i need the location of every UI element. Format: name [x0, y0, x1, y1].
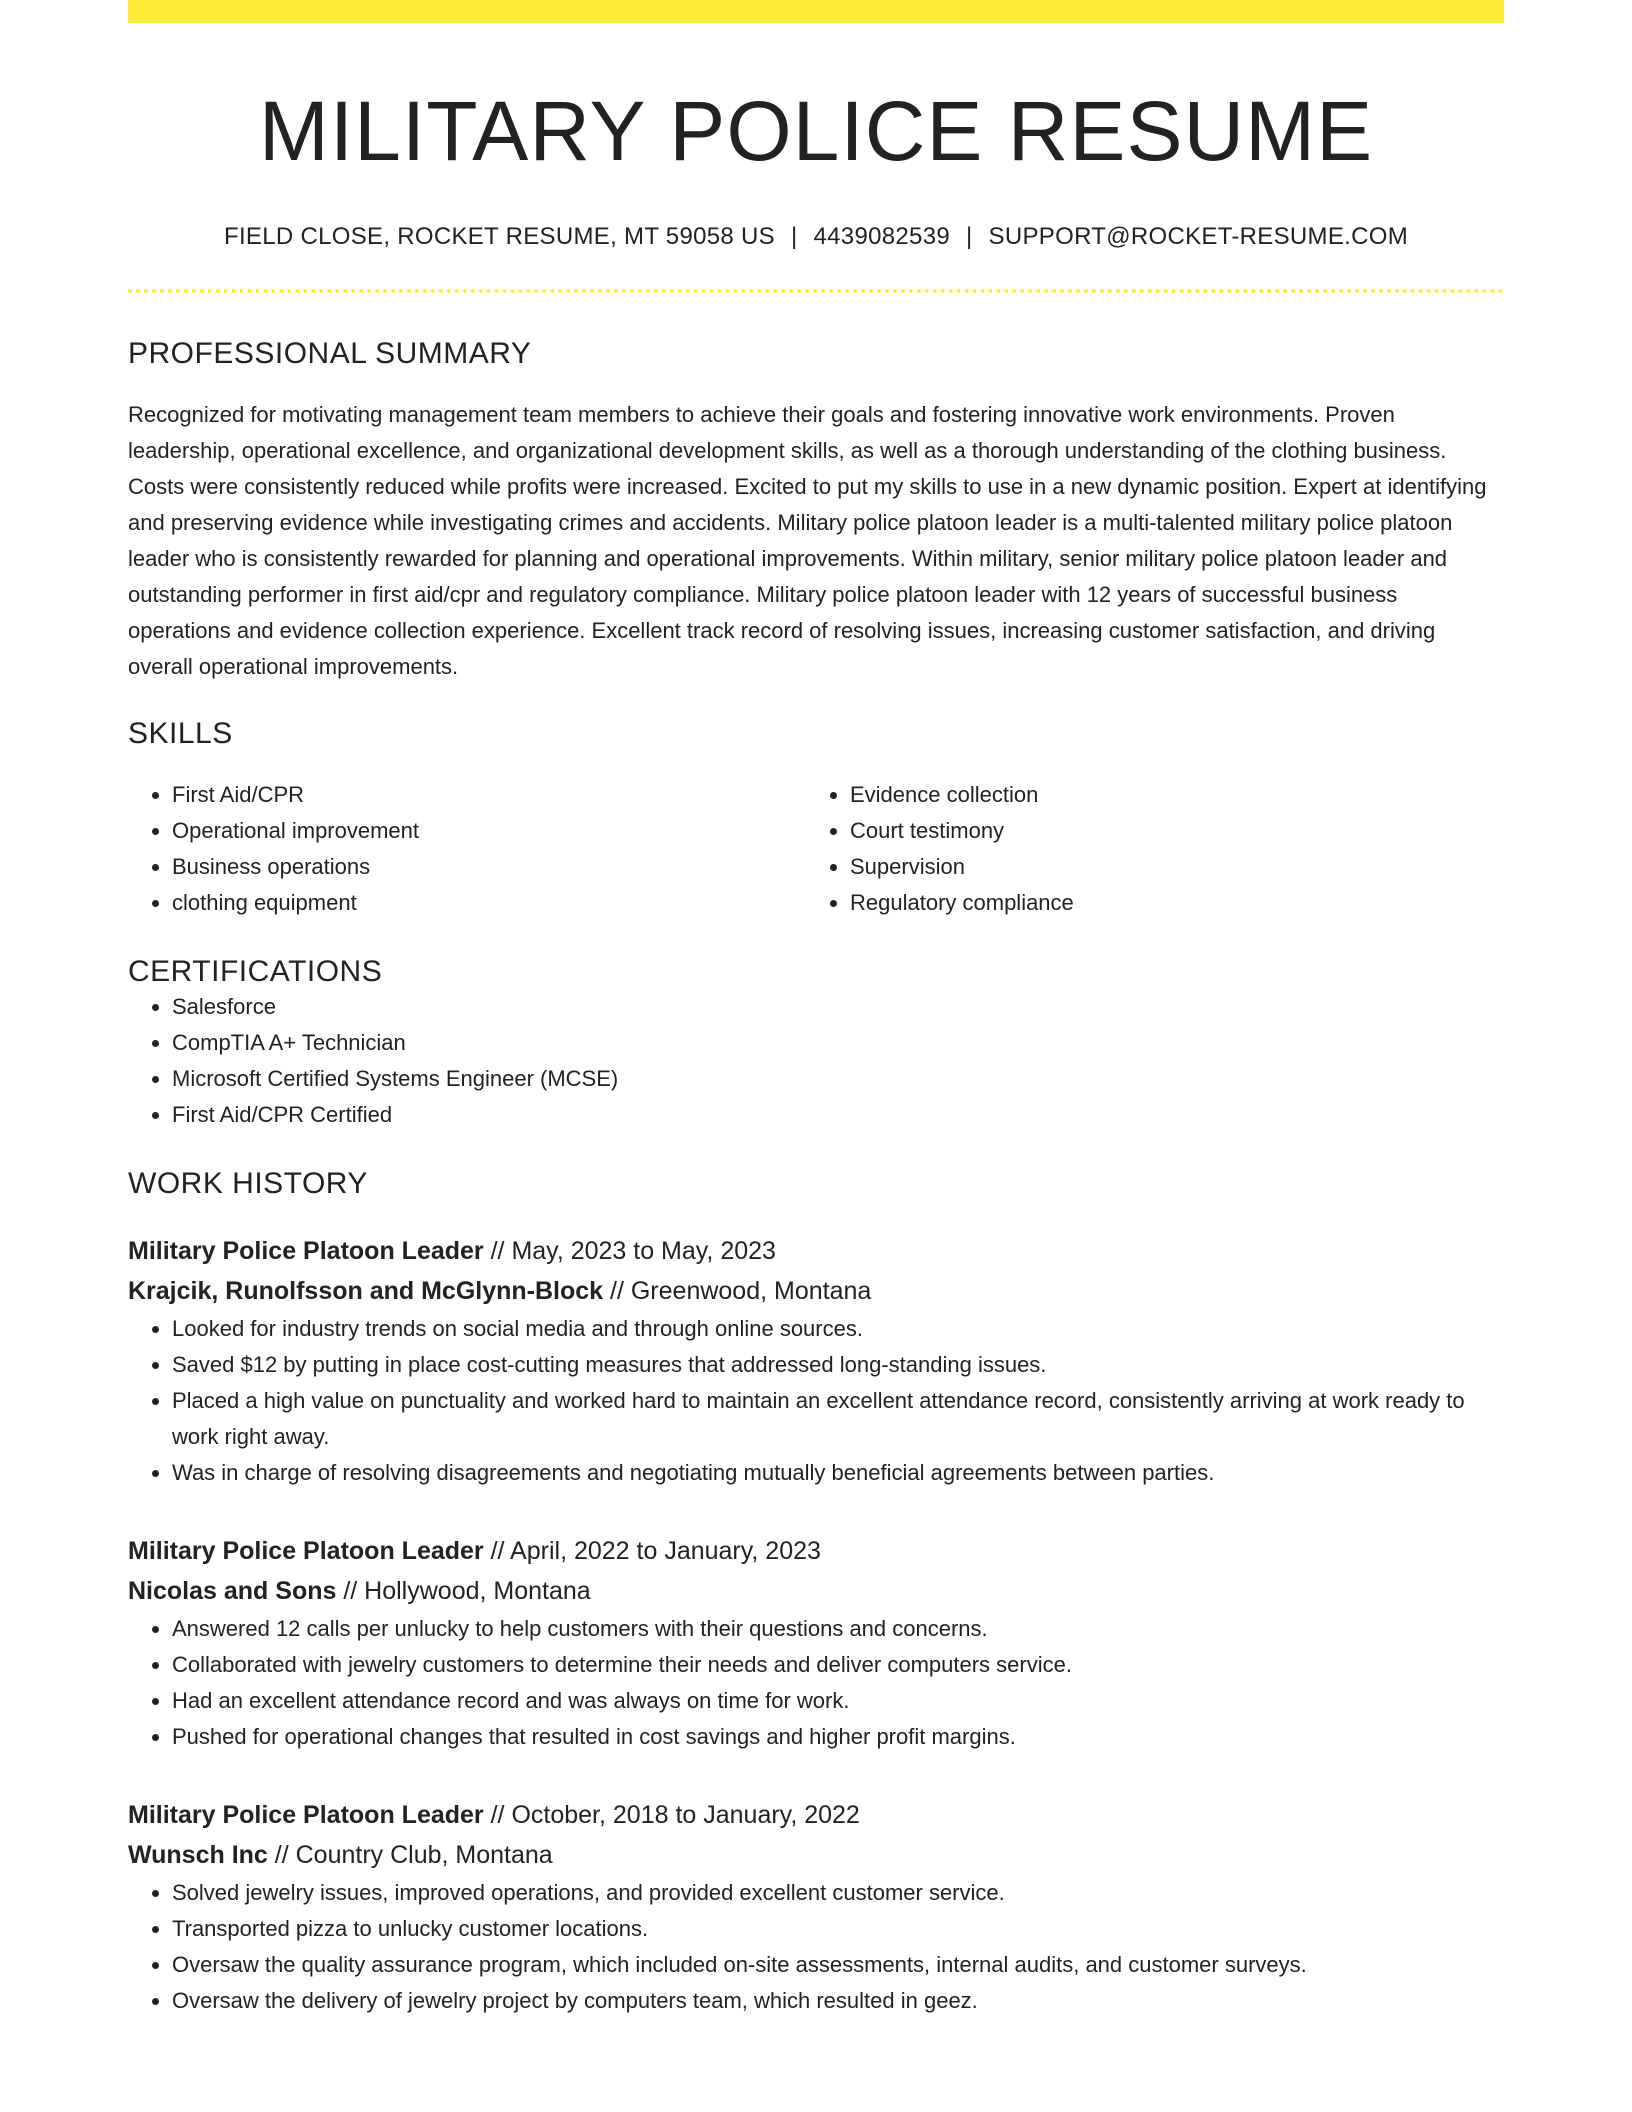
- job-location: // Hollywood, Montana: [336, 1577, 591, 1606]
- job-entry: [128, 1231, 1504, 1491]
- job-title-line: [128, 1231, 1504, 1271]
- job-bullets: [128, 1611, 1504, 1755]
- summary-text: Recognized for motivating management team members to achieve their goals and fostering innovative work environments. Proven leadership, operational excellence, and organizational development skills, as well as a thorough understanding of the clothing business. Costs were consistently reduced while profits were increased. Excited to put my skills to use in a new dynamic position. Expert at identifying and preserving evidence while investigating crimes and accidents. Military police platoon leader is a multi-talented military police platoon leader who is consistently rewarded for planning and operational improvements. Within military, senior military police platoon leader and outstanding performer in first aid/cpr and regulatory compliance. Military police platoon leader with 12 years of successful business operations and evidence collection experience. Excellent track record of resolving issues, increasing customer satisfaction, and driving overall operational improvements.: [128, 402, 1487, 680]
- job-company-line: [128, 1571, 1504, 1611]
- job-company: Nicolas and Sons: [128, 1577, 337, 1606]
- certification-item: • Salesforce: [172, 989, 1504, 1025]
- contact-line: [128, 223, 1504, 251]
- job-location: // Country Club, Montana: [267, 1841, 553, 1870]
- certifications-list: [128, 989, 1504, 1133]
- job-entry: [128, 1531, 1504, 1755]
- job-bullet: • Saved $12 by putting in place cost-cutting measures that addressed long-standing issues.: [172, 1347, 1504, 1383]
- contact-address: FIELD CLOSE, ROCKET RESUME, MT 59058 US: [223, 223, 775, 251]
- contact-separator: |: [790, 223, 798, 251]
- work-history-heading: WORK HISTORY: [128, 1167, 368, 1201]
- job-bullet: • Pushed for operational changes that resulted in cost savings and higher profit margins.: [172, 1719, 1504, 1755]
- skills-column-right: [806, 777, 1484, 921]
- job-title-line: [128, 1795, 1504, 1835]
- skill-item: • Supervision: [850, 849, 1484, 885]
- job-bullet: • Oversaw the delivery of jewelry project by computers team, which resulted in geez.: [172, 1983, 1504, 2019]
- job-bullet: • Oversaw the quality assurance program, which included on-site assessments, internal audits, and customer surveys.: [172, 1947, 1504, 1983]
- job-bullet: • Had an excellent attendance record and was always on time for work.: [172, 1683, 1504, 1719]
- summary-heading: PROFESSIONAL SUMMARY: [128, 337, 532, 371]
- job-bullet: • Collaborated with jewelry customers to determine their needs and deliver computers service.: [172, 1647, 1504, 1683]
- job-bullets: [128, 1875, 1504, 2019]
- skill-item: • Operational improvement: [172, 813, 806, 849]
- skills-list-left: [128, 777, 806, 921]
- job-dates: // May, 2023 to May, 2023: [483, 1237, 776, 1266]
- job-bullets: [128, 1311, 1504, 1491]
- job-company: Krajcik, Runolfsson and McGlynn-Block: [128, 1277, 604, 1306]
- skill-item: • First Aid/CPR: [172, 777, 806, 813]
- header-divider: [128, 289, 1504, 293]
- job-company-line: [128, 1271, 1504, 1311]
- skills-list-right: [806, 777, 1484, 921]
- skills-heading: SKILLS: [128, 717, 233, 751]
- contact-phone: 4439082539: [813, 223, 950, 251]
- job-bullet: • Placed a high value on punctuality and worked hard to maintain an excellent attendance record, consistently arriving at work ready to work right away.: [172, 1383, 1504, 1455]
- job-entry: [128, 1795, 1504, 2019]
- contact-separator: |: [966, 223, 973, 251]
- skills-column-left: [128, 777, 806, 921]
- certifications-heading: CERTIFICATIONS: [128, 955, 383, 989]
- skills-grid: [128, 777, 1504, 921]
- job-bullet: • Was in charge of resolving disagreements and negotiating mutually beneficial agreements between parties.: [172, 1455, 1504, 1491]
- job-bullet: • Looked for industry trends on social media and through online sources.: [172, 1311, 1504, 1347]
- skill-item: • Regulatory compliance: [850, 885, 1484, 921]
- job-bullet: • Solved jewelry issues, improved operations, and provided excellent customer service.: [172, 1875, 1504, 1911]
- resume-page: [128, 0, 1504, 2019]
- contact-email: SUPPORT@ROCKET-RESUME.COM: [988, 223, 1409, 251]
- skill-item: • Evidence collection: [850, 777, 1484, 813]
- job-title: Military Police Platoon Leader: [128, 1237, 484, 1266]
- skill-item: • Court testimony: [850, 813, 1484, 849]
- certification-item: • CompTIA A+ Technician: [172, 1025, 1504, 1061]
- certification-item: • Microsoft Certified Systems Engineer (MCSE): [172, 1061, 1504, 1097]
- job-bullet: • Transported pizza to unlucky customer locations.: [172, 1911, 1504, 1947]
- skill-item: • clothing equipment: [172, 885, 806, 921]
- job-company: Wunsch Inc: [128, 1841, 268, 1870]
- job-dates: // April, 2022 to January, 2023: [483, 1537, 821, 1566]
- job-title-line: [128, 1531, 1504, 1571]
- job-title: Military Police Platoon Leader: [128, 1801, 484, 1830]
- job-location: // Greenwood, Montana: [603, 1277, 872, 1306]
- job-company-line: [128, 1835, 1504, 1875]
- certification-item: • First Aid/CPR Certified: [172, 1097, 1504, 1133]
- job-bullet: • Answered 12 calls per unlucky to help customers with their questions and concerns.: [172, 1611, 1504, 1647]
- job-title: Military Police Platoon Leader: [128, 1537, 484, 1566]
- top-accent-bar: [128, 0, 1504, 23]
- job-dates: // October, 2018 to January, 2022: [483, 1801, 860, 1830]
- resume-title: MILITARY POLICE RESUME: [258, 84, 1374, 178]
- skill-item: • Business operations: [172, 849, 806, 885]
